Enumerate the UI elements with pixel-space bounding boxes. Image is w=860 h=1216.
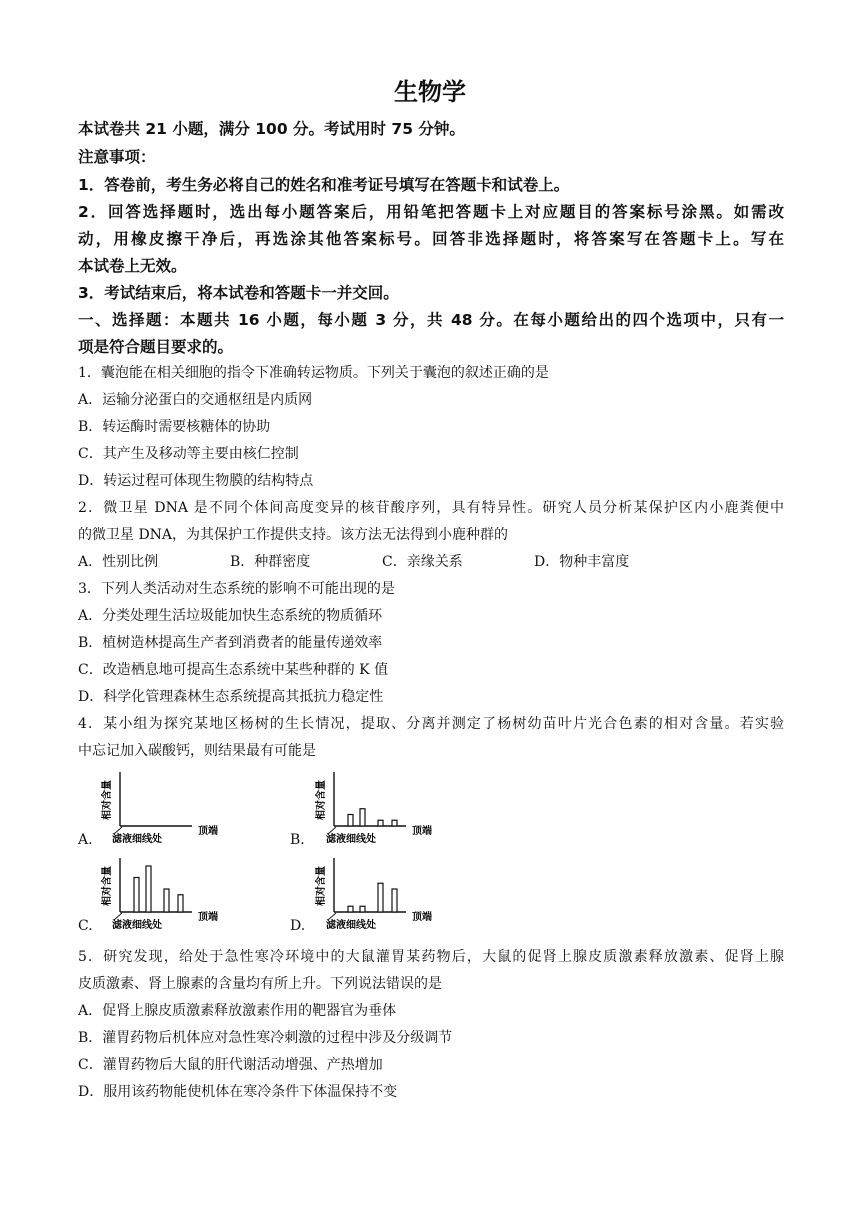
origin-pointer xyxy=(114,913,122,920)
q2-stem-cont: 的微卫星 DNA，为其保护工作提供支持。该方法无法得到小鹿种群的 xyxy=(78,527,509,543)
q4-chart-a xyxy=(98,768,228,848)
pigment-bar xyxy=(134,878,139,913)
pigment-bar xyxy=(164,889,169,912)
q5-option-c: C．灌胃药物后大鼠的肝代谢活动增强、产热增加 xyxy=(78,1057,383,1073)
section-heading-cont: 项是符合题目要求的。 xyxy=(78,338,234,356)
notice-3: 3．考试结束后，将本试卷和答题卡一并交回。 xyxy=(78,284,399,302)
origin-pointer xyxy=(328,827,336,834)
pigment-bar xyxy=(146,866,151,912)
q2-option-d: D．物种丰富度 xyxy=(534,554,630,570)
q4-option-b-label: B. xyxy=(290,832,305,848)
q3-stem: 3．下列人类活动对生态系统的影响不可能出现的是 xyxy=(78,581,395,597)
origin-pointer xyxy=(328,913,336,920)
pigment-bar xyxy=(360,906,365,912)
q2-option-c: C．亲缘关系 xyxy=(382,554,463,570)
q4-option-c-label: C. xyxy=(78,918,93,934)
q3-option-d: D．科学化管理森林生态系统提高其抵抗力稳定性 xyxy=(78,689,384,705)
pigment-bar xyxy=(378,820,383,826)
q4-chart-c xyxy=(98,854,228,934)
chart-a-svg xyxy=(98,768,228,844)
notice-2: 2．回答选择题时，选出每小题答案后，用铅笔把答题卡上对应题目的答案标号涂黑。如需改 xyxy=(78,203,784,221)
q1-option-a: A．运输分泌蛋白的交通枢纽是内质网 xyxy=(78,392,313,408)
q2-option-a: A．性别比例 xyxy=(78,554,159,570)
q1-option-d: D．转运过程可体现生物膜的结构特点 xyxy=(78,473,314,489)
y-axis-label: 相对含量 xyxy=(102,780,113,820)
q4-stem-cont: 中忘记加入碳酸钙，则结果最有可能是 xyxy=(78,743,316,759)
y-axis-label: 相对含量 xyxy=(316,866,327,906)
q5-option-d: D．服用该药物能使机体在寒冷条件下体温保持不变 xyxy=(78,1084,398,1100)
notice-1: 1．答卷前，考生务必将自己的姓名和准考证号填写在答题卡和试卷上。 xyxy=(78,176,570,194)
q3-option-a: A．分类处理生活垃圾能加快生态系统的物质循环 xyxy=(78,608,383,624)
q5-stem-cont: 皮质激素、肾上腺素的含量均有所上升。下列说法错误的是 xyxy=(78,976,442,992)
section-heading: 一、选择题：本题共 16 小题，每小题 3 分，共 48 分。在每小题给出的四个选项中，只有一 xyxy=(78,311,784,329)
q2-option-b: B．种群密度 xyxy=(230,554,311,570)
q1-stem: 1．囊泡能在相关细胞的指令下准确转运物质。下列关于囊泡的叙述正确的是 xyxy=(78,365,549,381)
pigment-bar xyxy=(392,820,397,826)
pigment-bar xyxy=(178,895,183,912)
pigment-bar xyxy=(348,906,353,912)
chart-d-svg xyxy=(312,854,442,930)
origin-pointer xyxy=(114,827,122,834)
q5-stem: 5．研究发现，给处于急性寒冷环境中的大鼠灌胃某药物后，大鼠的促肾上腺皮质激素释放激素、促肾上腺 xyxy=(78,949,784,965)
page-title: 生物学 xyxy=(394,78,466,106)
x-axis-end-label: 顶端 xyxy=(412,912,432,923)
x-axis-start-label: 滤液细线处 xyxy=(326,920,376,930)
notice-title: 注意事项： xyxy=(78,148,156,166)
notice-2-cont: 动，用橡皮擦干净后，再选涂其他答案标号。回答非选择题时，将答案写在答题卡上。写在 xyxy=(78,230,784,248)
q2-stem: 2．微卫星 DNA 是不同个体间高度变异的核苷酸序列，具有特异性。研究人员分析某保护区内小鹿粪便中 xyxy=(78,500,784,516)
q5-option-b: B．灌胃药物后机体应对急性寒冷刺激的过程中涉及分级调节 xyxy=(78,1030,453,1046)
x-axis-start-label: 滤液细线处 xyxy=(112,920,162,930)
y-axis-label: 相对含量 xyxy=(102,866,113,906)
x-axis-start-label: 滤液细线处 xyxy=(112,834,162,844)
q4-option-d-label: D. xyxy=(290,918,306,934)
chart-c-svg xyxy=(98,854,228,930)
pigment-bar xyxy=(348,815,353,827)
exam-intro: 本试卷共 21 小题，满分 100 分。考试用时 75 分钟。 xyxy=(78,120,465,138)
pigment-bar xyxy=(392,889,397,912)
y-axis-label: 相对含量 xyxy=(316,780,327,820)
pigment-bar xyxy=(378,883,383,912)
q3-option-c: C．改造栖息地可提高生态系统中某些种群的 K 值 xyxy=(78,662,389,678)
x-axis-end-label: 顶端 xyxy=(198,912,218,923)
pigment-bar xyxy=(360,809,365,826)
notice-2-end: 本试卷上无效。 xyxy=(78,257,187,275)
x-axis-end-label: 顶端 xyxy=(412,826,432,837)
q4-chart-d xyxy=(312,854,442,934)
q4-option-a-label: A. xyxy=(78,832,93,848)
q5-option-a: A．促肾上腺皮质激素释放激素作用的靶器官为垂体 xyxy=(78,1003,397,1019)
x-axis-end-label: 顶端 xyxy=(198,826,218,837)
q1-option-b: B．转运酶时需要核糖体的协助 xyxy=(78,419,271,435)
q4-chart-b xyxy=(312,768,442,848)
q1-option-c: C．其产生及移动等主要由核仁控制 xyxy=(78,446,299,462)
chart-b-svg xyxy=(312,768,442,844)
x-axis-start-label: 滤液细线处 xyxy=(326,834,376,844)
q4-stem: 4．某小组为探究某地区杨树的生长情况，提取、分离并测定了杨树幼苗叶片光合色素的相对含量。若实验 xyxy=(78,716,784,732)
q3-option-b: B．植树造林提高生产者到消费者的能量传递效率 xyxy=(78,635,383,651)
q2-options xyxy=(78,551,784,571)
